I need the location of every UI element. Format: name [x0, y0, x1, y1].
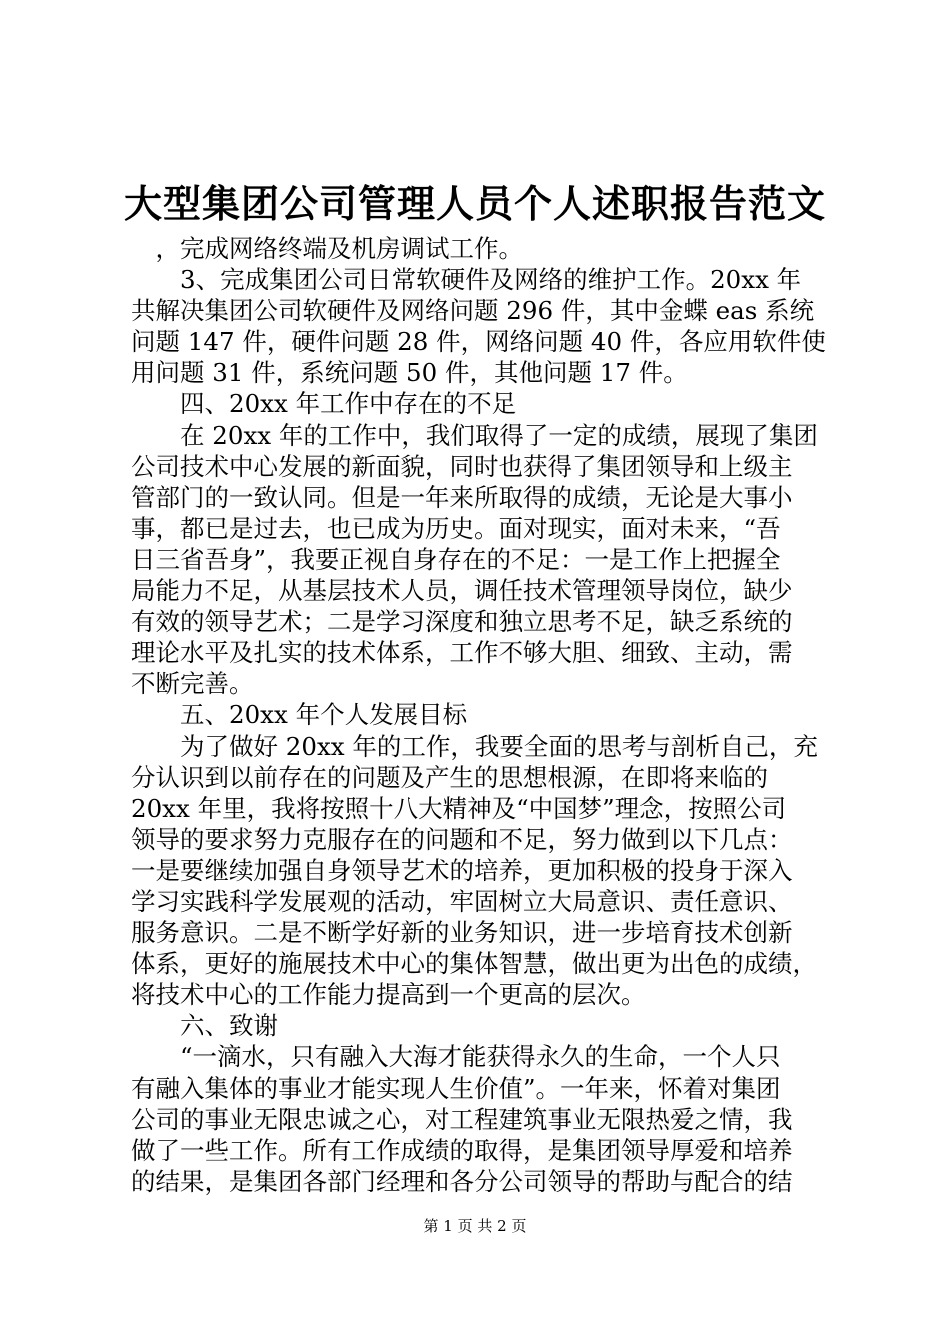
section-heading: 四、20xx 年工作中存在的不足 [131, 389, 517, 419]
body-line: 的结果，是集团各部门经理和各分公司领导的帮助与配合的结 [131, 1166, 793, 1196]
body-line: 有融入集体的事业才能实现人生价值”。一年来，怀着对集团 [131, 1073, 781, 1103]
body-line: 公司技术中心发展的新面貌，同时也获得了集团领导和上级主 [131, 451, 793, 481]
body-line: ，完成网络终端及机房调试工作。 [131, 234, 523, 263]
body-line: 领导的要求努力克服存在的问题和不足，努力做到以下几点： [131, 824, 793, 854]
body-line: 问题 147 件，硬件问题 28 件，网络问题 40 件，各应用软件使 [131, 327, 826, 357]
page-footer: 第 1 页 共 2 页 [423, 1217, 527, 1235]
body-line: 事，都已是过去，也已成为历史。面对现实，面对未来，“吾 [131, 513, 781, 543]
body-line: 理论水平及扎实的技术体系，工作不够大胆、细致、主动，需 [131, 638, 793, 668]
body-line: 局能力不足，从基层技术人员，调任技术管理领导岗位，缺少 [131, 576, 793, 606]
body-line: 不断完善。 [131, 669, 254, 699]
document-title: 大型集团公司管理人员个人述职报告范文 [123, 181, 826, 226]
body-line: 体系，更好的施展技术中心的集体智慧，做出更为出色的成绩， [131, 949, 817, 979]
body-line: 20xx 年里，我将按照十八大精神及“中国梦”理念，按照公司 [131, 793, 787, 823]
body-line: 服务意识。二是不断学好新的业务知识，进一步培育技术创新 [131, 918, 793, 948]
body-line: 做了一些工作。所有工作成绩的取得，是集团领导厚爱和培养 [131, 1135, 793, 1165]
body-line: 一是要继续加强自身领导艺术的培养，更加积极的投身于深入 [131, 855, 793, 885]
body-line: 日三省吾身”，我要正视自身存在的不足：一是工作上把握全 [131, 544, 781, 574]
section-heading: 五、20xx 年个人发展目标 [131, 700, 468, 730]
body-line: 有效的领导艺术；二是学习深度和独立思考不足，缺乏系统的 [131, 607, 793, 637]
body-line: 将技术中心的工作能力提高到一个更高的层次。 [131, 980, 646, 1010]
body-line: 3、完成集团公司日常软硬件及网络的维护工作。20xx 年 [131, 265, 802, 295]
body-line: 用问题 31 件，系统问题 50 件，其他问题 17 件。 [131, 358, 688, 388]
document-body [131, 233, 831, 1197]
body-line: 管部门的一致认同。但是一年来所取得的成绩，无论是大事小 [131, 482, 793, 512]
body-line: 在 20xx 年的工作中，我们取得了一定的成绩，展现了集团 [131, 420, 818, 450]
body-line: 学习实践科学发展观的活动，牢固树立大局意识、责任意识、 [131, 886, 793, 916]
body-line: 共解决集团公司软硬件及网络问题 296 件，其中金蝶 eas 系统 [131, 296, 815, 326]
body-line: 分认识到以前存在的问题及产生的思想根源，在即将来临的 [131, 762, 768, 792]
section-heading: 六、致谢 [131, 1011, 278, 1041]
body-line: 公司的事业无限忠诚之心，对工程建筑事业无限热爱之情，我 [131, 1104, 793, 1134]
body-line: 为了做好 20xx 年的工作，我要全面的思考与剖析自己，充 [131, 731, 818, 761]
body-line: “一滴水，只有融入大海才能获得永久的生命，一个人只 [131, 1042, 781, 1072]
